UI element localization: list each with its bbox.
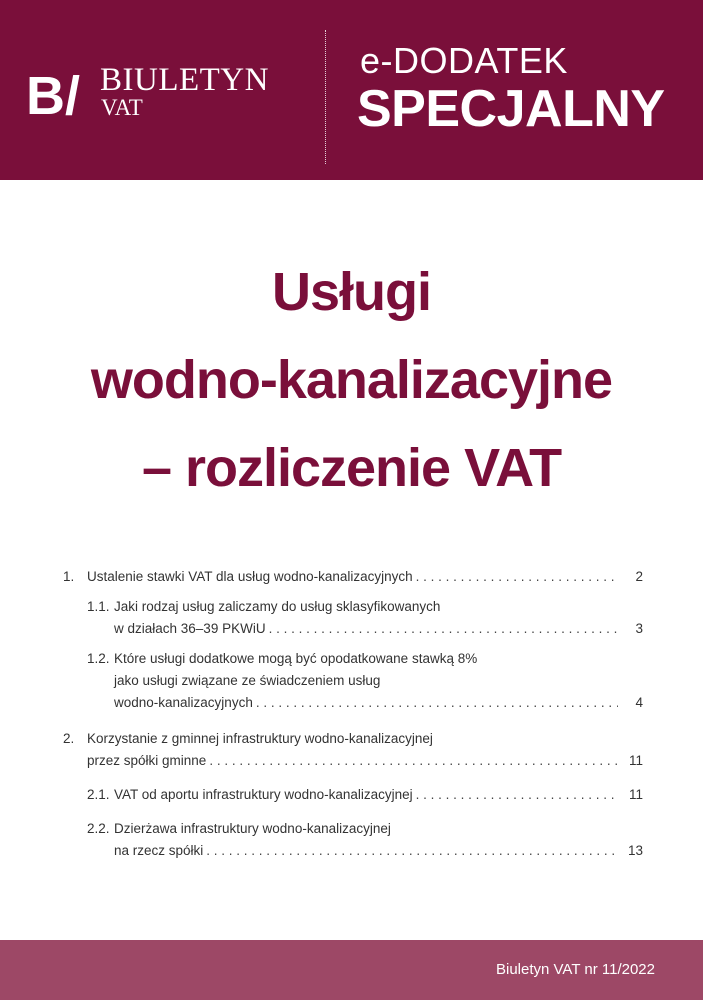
toc-leader-dots <box>209 750 618 772</box>
footer-banner <box>0 940 703 1000</box>
toc-entry-text: VAT od aportu infrastruktury wodno-kanalizacyjnej <box>114 787 413 802</box>
toc-leader-dots <box>269 618 618 640</box>
toc-entry-number: 2.1. <box>87 787 110 802</box>
document-title <box>0 248 703 512</box>
svg-text:B/: B/ <box>26 66 80 120</box>
toc-page-number: 4 <box>635 695 643 710</box>
header-divider <box>325 30 326 164</box>
toc-leader-dots <box>206 840 618 862</box>
header-banner <box>0 0 703 180</box>
toc-entry-text: Które usługi dodatkowe mogą być opodatkowane stawką 8% <box>114 651 478 666</box>
toc-page-number: 11 <box>628 787 643 802</box>
toc-entry-text: Ustalenie stawki VAT dla usług wodno-kanalizacyjnych <box>87 569 413 584</box>
toc-page-number: 13 <box>627 843 643 858</box>
toc-entry-text: w działach 36–39 PKWiU <box>114 621 266 636</box>
toc-entry-text: jako usługi związane ze świadczeniem usług <box>114 673 381 688</box>
toc-leader-dots <box>416 784 618 806</box>
toc-entry-2-1[interactable] <box>87 784 643 806</box>
issue-label: Biuletyn VAT nr 11/2022 <box>496 961 655 978</box>
logo-subtitle: VAT <box>101 95 143 120</box>
logo-title: BIULETYN <box>100 62 269 98</box>
table-of-contents <box>63 566 643 862</box>
toc-entry-text: wodno-kanalizacyjnych <box>114 695 253 710</box>
toc-leader-dots <box>416 566 618 588</box>
biuletyn-logo <box>26 62 296 122</box>
toc-entry-2-2[interactable] <box>87 818 643 862</box>
biuletyn-logo-mark-icon <box>26 64 96 120</box>
toc-entry-1-2[interactable] <box>87 648 643 714</box>
toc-page-number: 3 <box>635 621 643 636</box>
title-line-2: wodno-kanalizacyjne <box>90 350 613 410</box>
toc-entry-text: Jaki rodzaj usług zaliczamy do usług sklasyfikowanych <box>114 599 441 614</box>
toc-leader-dots <box>256 692 618 714</box>
toc-page-number: 2 <box>635 569 643 584</box>
toc-entry-number: 1. <box>63 569 75 584</box>
toc-entry-2[interactable] <box>63 728 643 772</box>
toc-entry-number: 2.2. <box>87 821 110 836</box>
toc-entry-text: przez spółki gminne <box>87 753 207 768</box>
toc-entry-number: 2. <box>63 731 75 746</box>
toc-entry-number: 1.2. <box>87 651 110 666</box>
toc-page-number: 11 <box>628 753 643 768</box>
title-line-1: Usługi <box>271 262 431 322</box>
toc-entry-text: Dzierżawa infrastruktury wodno-kanalizacyjnej <box>114 821 391 836</box>
toc-entry-1-1[interactable] <box>87 596 643 640</box>
edition-type: SPECJALNY <box>357 80 665 138</box>
toc-entry-text: na rzecz spółki <box>114 843 204 858</box>
toc-entry-1[interactable] <box>63 566 643 588</box>
title-line-3: – rozliczenie VAT <box>141 438 562 498</box>
toc-entry-text: Korzystanie z gminnej infrastruktury wodno-kanalizacyjnej <box>87 731 433 746</box>
toc-entry-number: 1.1. <box>87 599 110 614</box>
edition-label: e-DODATEK <box>360 40 568 81</box>
